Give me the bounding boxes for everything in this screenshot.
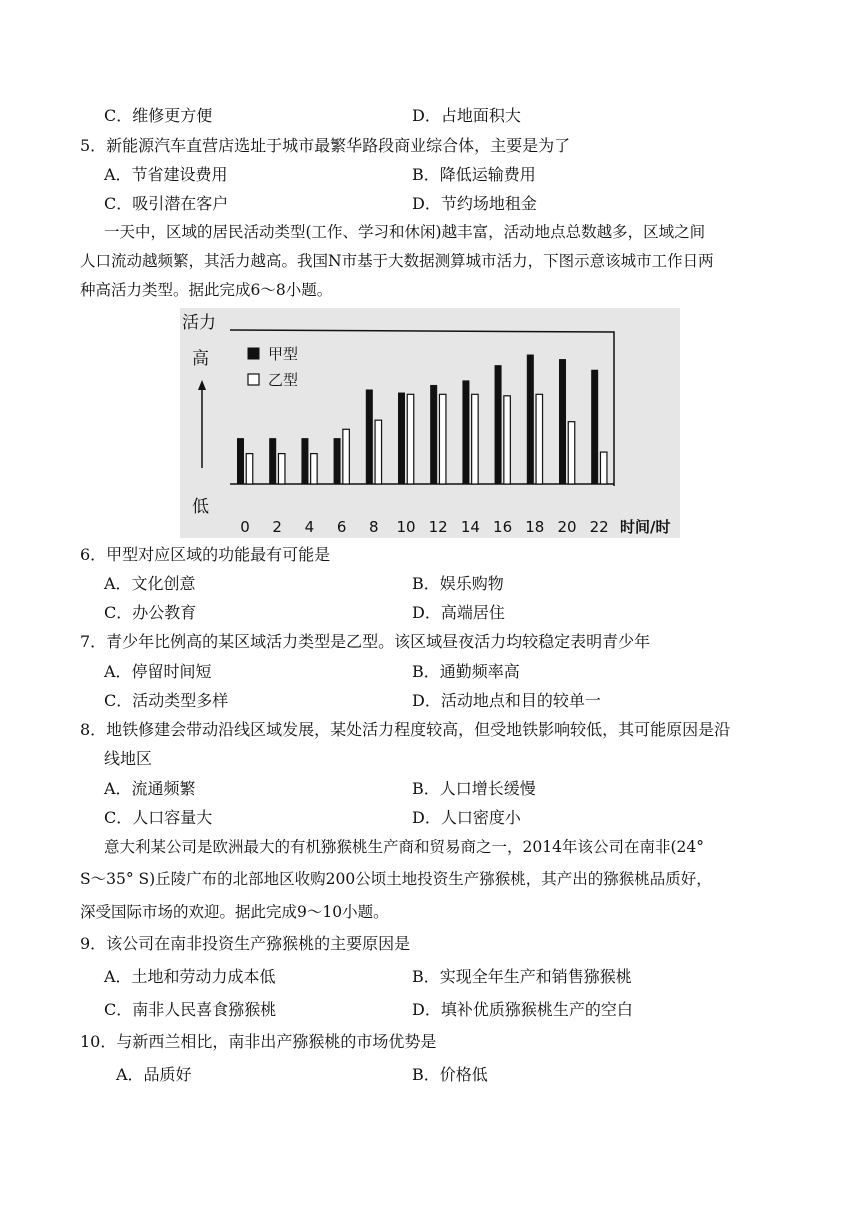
q8-option-d: D．人口密度小 <box>412 808 521 827</box>
bar-jia-10 <box>398 393 405 484</box>
bar-jia-4 <box>302 438 309 484</box>
legend-label-jia: 甲型 <box>268 345 299 363</box>
q6-option-a: A．文化创意 <box>104 574 196 593</box>
bar-yi-16 <box>504 396 511 484</box>
bar-yi-2 <box>278 454 285 484</box>
bar-yi-10 <box>407 394 414 484</box>
x-tick-16: 16 <box>493 518 513 536</box>
passage1-line2: 人口流动越频繁，其活力越高。我国N市基于大数据测算城市活力，下图示意该城市工作日两 <box>80 252 714 270</box>
q6-option-d: D．高端居住 <box>412 603 505 622</box>
q7-stem: 7．青少年比例高的某区域活力类型是乙型。该区域昼夜活力均较稳定表明青少年 <box>80 632 651 651</box>
q5-stem: 5．新能源汽车直营店选址于城市最繁华路段商业综合体，主要是为了 <box>80 136 571 155</box>
x-tick-4: 4 <box>304 518 315 536</box>
legend-swatch-jia <box>248 348 259 359</box>
chart-y-low: 低 <box>192 497 209 517</box>
x-tick-20: 20 <box>557 518 577 536</box>
q5-option-a: A．节省建设费用 <box>104 165 228 184</box>
x-tick-12: 12 <box>428 518 448 536</box>
x-tick-14: 14 <box>460 518 480 536</box>
x-tick-10: 10 <box>396 518 416 536</box>
q10-stem: 10．与新西兰相比，南非出产猕猴桃的市场优势是 <box>80 1032 437 1051</box>
q9-option-d: D．填补优质猕猴桃生产的空白 <box>412 1000 633 1019</box>
q7-option-d: D．活动地点和目的较单一 <box>412 691 601 710</box>
passage2-line3: 深受国际市场的欢迎。据此完成9～10小题。 <box>80 903 389 921</box>
q5-option-b: B．降低运输费用 <box>412 165 536 184</box>
passage1-line1: 一天中，区域的居民活动类型(工作、学习和休闲)越丰富，活动地点总数越多，区域之间 <box>104 223 706 241</box>
q6-option-c: C．办公教育 <box>104 603 197 622</box>
bar-jia-8 <box>366 390 373 484</box>
legend-swatch-yi <box>248 374 259 385</box>
bar-jia-12 <box>430 385 437 484</box>
q4-option-d: D．占地面积大 <box>412 106 521 125</box>
x-tick-2: 2 <box>272 518 282 536</box>
q7-option-c: C．活动类型多样 <box>104 691 229 710</box>
bar-yi-8 <box>375 420 382 484</box>
q9-option-a: A．土地和劳动力成本低 <box>104 967 276 986</box>
bar-yi-12 <box>439 394 446 484</box>
x-tick-8: 8 <box>369 518 379 536</box>
x-tick-18: 18 <box>525 518 545 536</box>
bar-yi-22 <box>600 452 607 484</box>
q10-option-a: A．品质好 <box>116 1065 192 1084</box>
chart-y-arrow-head <box>198 380 206 390</box>
bar-jia-0 <box>237 438 244 484</box>
bar-yi-0 <box>246 454 253 484</box>
bar-jia-22 <box>591 370 598 484</box>
q8-stem-line2: 线地区 <box>104 749 153 768</box>
q4-option-c: C．维修更方便 <box>104 106 213 125</box>
chart-xlabel: 时间/时 <box>620 518 671 536</box>
bar-yi-6 <box>343 429 350 484</box>
q9-option-c: C．南非人民喜食猕猴桃 <box>104 1000 277 1019</box>
chart-svg <box>180 308 680 538</box>
bar-jia-6 <box>334 438 341 484</box>
q6-stem: 6．甲型对应区域的功能最有可能是 <box>80 545 331 564</box>
q9-option-b: B．实现全年生产和销售猕猴桃 <box>412 967 632 986</box>
activity-bar-chart <box>180 308 680 538</box>
q9-stem: 9．该公司在南非投资生产猕猴桃的主要原因是 <box>80 934 411 953</box>
legend-label-yi: 乙型 <box>268 371 299 389</box>
bar-yi-14 <box>472 394 479 484</box>
x-tick-22: 22 <box>589 518 609 536</box>
bar-yi-20 <box>568 422 575 484</box>
q8-option-a: A．流通频繁 <box>104 779 196 798</box>
bar-jia-18 <box>527 355 534 484</box>
x-tick-0: 0 <box>240 518 250 536</box>
chart-ylabel: 活力 <box>182 313 216 333</box>
passage1-line3: 种高活力类型。据此完成6～8小题。 <box>80 281 333 299</box>
chart-x-ticks <box>240 518 609 536</box>
bar-yi-18 <box>536 394 543 484</box>
passage2-line2: S～35° S)丘陵广布的北部地区收购200公顷土地投资生产猕猴桃，其产出的猕猴桃品质好， <box>80 870 712 888</box>
q6-option-b: B．娱乐购物 <box>412 574 504 593</box>
passage2-line1: 意大利某公司是欧洲最大的有机猕猴桃生产商和贸易商之一，2014年该公司在南非(24° <box>104 838 704 856</box>
q5-option-c: C．吸引潜在客户 <box>104 194 229 213</box>
q8-stem-line1: 8．地铁修建会带动沿线区域发展，某处活力程度较高，但受地铁影响较低，其可能原因是沿 <box>80 720 731 739</box>
x-tick-6: 6 <box>336 518 347 536</box>
chart-y-high: 高 <box>192 349 209 369</box>
bar-jia-20 <box>559 359 566 484</box>
q5-option-d: D．节约场地租金 <box>412 194 537 213</box>
q8-option-c: C．人口容量大 <box>104 808 213 827</box>
bar-yi-4 <box>311 454 318 484</box>
bar-jia-16 <box>495 365 502 484</box>
q7-option-b: B．通勤频率高 <box>412 662 520 681</box>
q8-option-b: B．人口增长缓慢 <box>412 779 536 798</box>
q7-option-a: A．停留时间短 <box>104 662 212 681</box>
bar-jia-14 <box>463 381 470 484</box>
bar-jia-2 <box>269 438 276 484</box>
q10-option-b: B．价格低 <box>412 1065 488 1084</box>
